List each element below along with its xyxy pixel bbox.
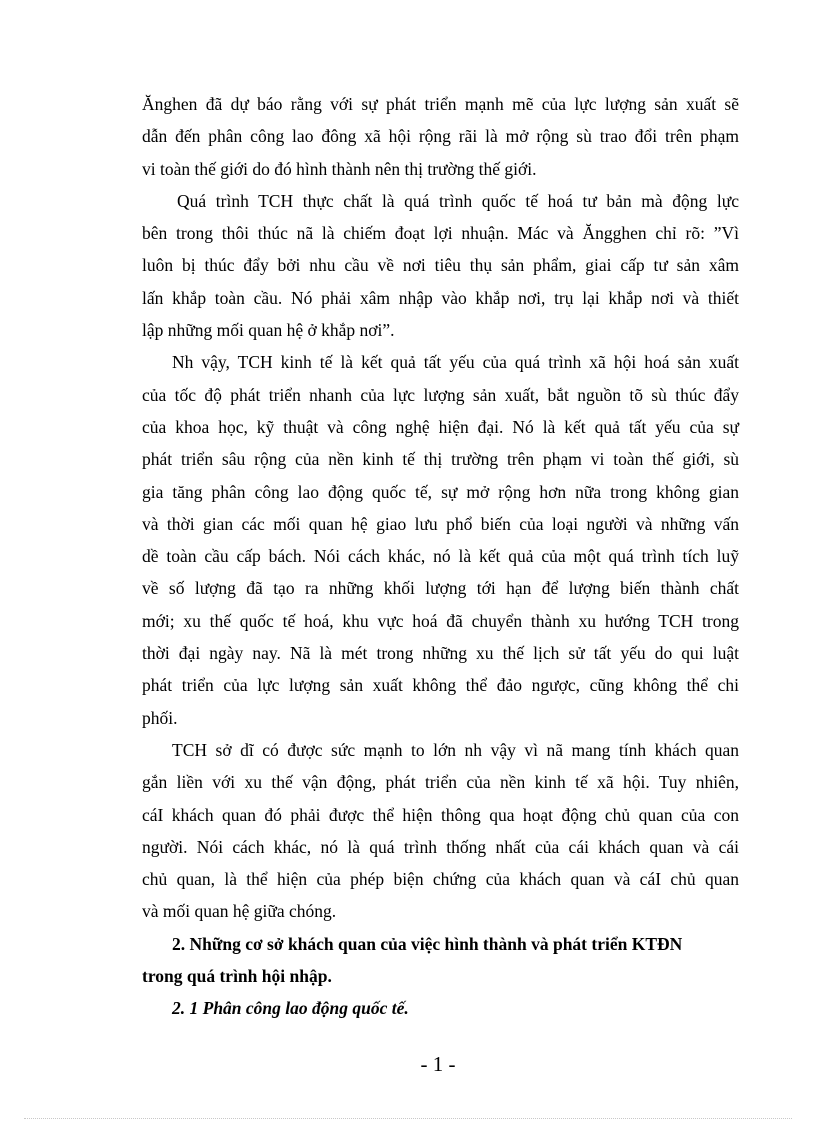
text-line: của tốc độ phát triển nhanh của lực lượng sản xuất, bắt nguồn tõ sù thúc đẩy [142,384,739,405]
paragraph-1 [142,88,739,185]
text-line: cáI khách quan đó phải được thể hiện thông qua hoạt động chủ quan của con [142,804,739,825]
text-line: dẫn đến phân công lao đông xã hội rộng rãi là mở rộng sù trao đổi trên phạm [142,126,739,147]
text-line: lập những mối quan hệ ở khắp nơi”. [142,320,395,341]
heading-line: trong quá trình hội nhập. [142,966,332,987]
text-line: TCH sở dĩ có được sức mạnh to lớn nh vậy vì nã mang tính khách quan [172,739,739,760]
paragraph-2 [142,185,739,346]
text-line: về số lượng đã tạo ra những khối lượng tới hạn để lượng biến thành chất [142,578,739,599]
paragraph-4 [142,734,739,928]
text-line: dề toàn cầu cấp bách. Nói cách khác, nó là kết quả của một quá trình tích luỹ [142,546,739,567]
section-heading [142,928,739,993]
text-line: người. Nói cách khác, nó là quá trình thống nhất của cái khách quan và cái [142,836,739,857]
text-line: phát triển của lực lượng sản xuất không thể đảo ngược, cũng không thể chi [142,675,739,696]
text-line: phối. [142,707,178,728]
subsection-heading: 2. 1 Phân công lao động quốc tế. [172,998,409,1019]
text-line: mới; xu thế quốc tế hoá, khu vực hoá đã chuyển thành xu hướng TCH trong [142,610,739,631]
text-line: lấn khắp toàn cầu. Nó phải xâm nhập vào khắp nơi, trụ lại khắp nơi và thiết [142,287,739,308]
text-line: và thời gian các mối quan hệ giao lưu phổ biến của loại người và những vấn [142,513,739,534]
text-line: bên trong thôi thúc nã là chiếm đoạt lợi nhuận. Mác và Ăngghen chỉ rõ: ”Vì [142,223,739,244]
paragraph-3 [142,346,739,734]
text-line: vi toàn thế giới do đó hình thành nên thị trường thế giới. [142,158,537,179]
text-line: của khoa học, kỹ thuật và công nghệ hiện đại. Nó là kết quả tất yếu của sự [142,416,739,437]
heading-line: 2. Những cơ sở khách quan của việc hình thành và phát triển KTĐN [172,933,683,954]
text-line: chủ quan, là thể hiện của phép biện chứng của khách quan và cáI chủ quan [142,869,739,890]
text-line: gia tăng phân công lao động quốc tế, sự mở rộng hơn nữa trong không gian [142,481,739,502]
text-line: phát triển sâu rộng của nền kinh tế thị trường trên phạm vi toàn thế giới, sù [142,449,739,470]
text-line: luôn bị thúc đẩy bởi nhu cầu về nơi tiêu thụ sản phẩm, giai cấp tư sản xâm [142,255,739,276]
document-body [142,88,739,1025]
text-line: Ănghen đã dự báo rằng với sự phát triển mạnh mẽ của lực lượng sản xuất sẽ [142,94,739,114]
text-line: Quá trình TCH thực chất là quá trình quốc tế hoá tư bản mà động lực [177,190,739,211]
text-line: và mối quan hệ giữa chóng. [142,901,337,922]
page-number: - 1 - [420,1052,456,1076]
text-line: Nh vậy, TCH kinh tế là kết quả tất yếu của quá trình xã hội hoá sản xuất [172,352,739,373]
text-line: gắn liền với xu thế vận động, phát triển của nền kinh tế xã hội. Tuy nhiên, [142,772,739,793]
page-bottom-divider [24,1118,792,1119]
text-line: thời đại ngày nay. Nã là mét trong những xu thế lịch sử tất yếu do qui luật [142,643,739,664]
